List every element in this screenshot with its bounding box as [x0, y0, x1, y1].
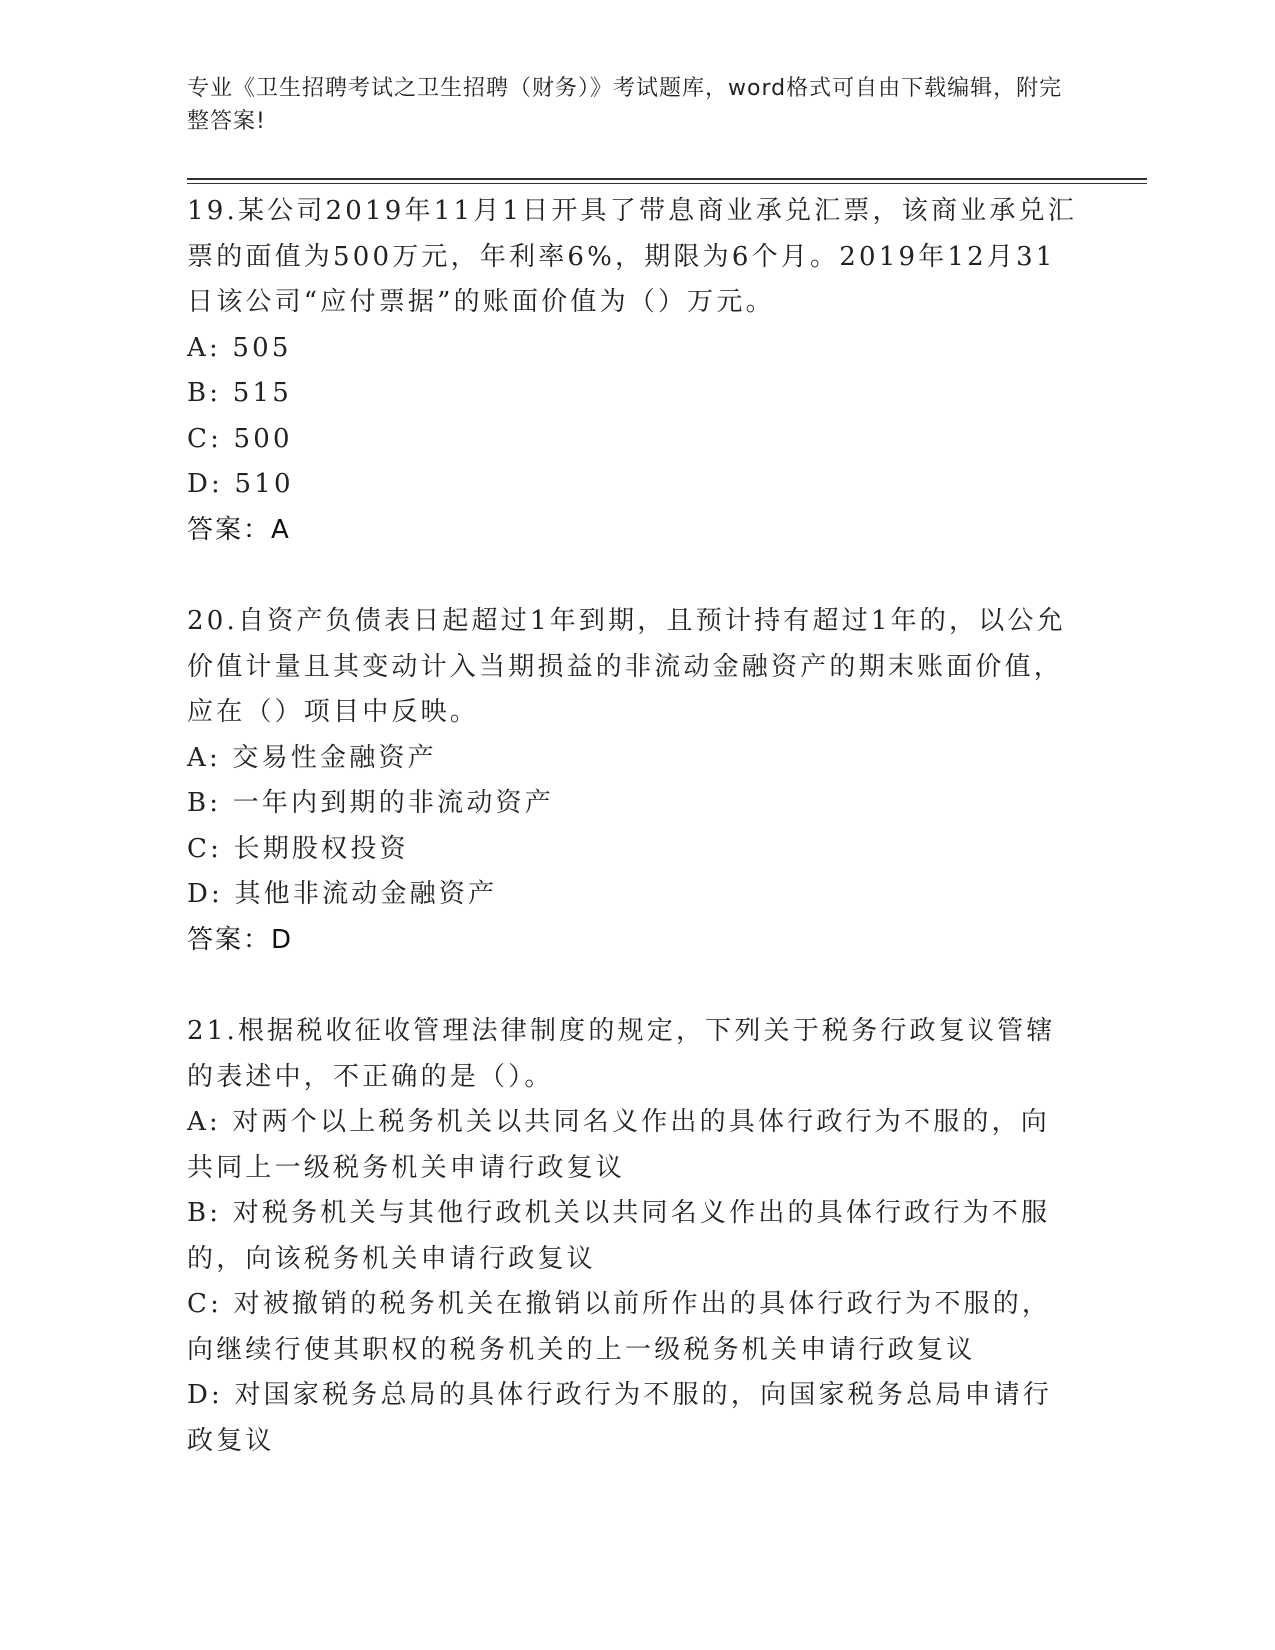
header-divider-thin — [187, 183, 1147, 184]
option-c: C: 对被撤销的税务机关在撤销以前所作出的具体行政行为不服的，向继续行使其职权的税务机关的上一级税务机关申请行政复议 — [187, 1289, 1052, 1365]
option-b: B: 对税务机关与其他行政机关以共同名义作出的具体行政行为不服的，向该税务机关申请行政复议 — [187, 1198, 1051, 1274]
option-a: A: 交易性金融资产 — [187, 742, 437, 773]
document-header: 专业《卫生招聘考试之卫生招聘（财务）》考试题库，word格式可自由下载编辑，附完整答案! — [187, 76, 1063, 134]
option-c: C: 长期股权投资 — [187, 833, 409, 864]
question-19 — [187, 189, 1077, 553]
header-divider — [187, 178, 1147, 180]
question-stem: 21.根据税收征收管理法律制度的规定，下列关于税务行政复议管辖的表述中，不正确的是（）。 — [187, 1016, 1056, 1092]
question-stem: 20.自资产负债表日起超过1年到期，且预计持有超过1年的，以公允价值计量且其变动计入当期损益的非流动金融资产的期末账面价值，应在（）项目中反映。 — [187, 606, 1066, 727]
option-a: A: 对两个以上税务机关以共同名义作出的具体行政行为不服的，向共同上一级税务机关申请行政复议 — [187, 1107, 1051, 1183]
question-20 — [187, 599, 1077, 963]
option-c: C: 500 — [187, 423, 293, 454]
question-list — [187, 189, 1077, 1464]
option-b: B: 515 — [187, 378, 292, 408]
option-a: A: 505 — [187, 332, 292, 363]
option-d: D: 对国家税务总局的具体行政行为不服的，向国家税务总局申请行政复议 — [187, 1380, 1053, 1456]
option-d: D: 510 — [187, 469, 294, 499]
option-b: B: 一年内到期的非流动资产 — [187, 788, 554, 818]
answer-line: 答案：D — [187, 924, 294, 955]
question-stem: 19.某公司2019年11月1日开具了带息商业承兑汇票，该商业承兑汇票的面值为500万元，年利率6%，期限为6个月。2019年12月31日该公司“应付票据”的账面价值为（）万元。 — [187, 196, 1077, 317]
question-21 — [187, 1009, 1077, 1464]
answer-line: 答案：A — [187, 514, 291, 545]
option-d: D: 其他非流动金融资产 — [187, 879, 498, 909]
